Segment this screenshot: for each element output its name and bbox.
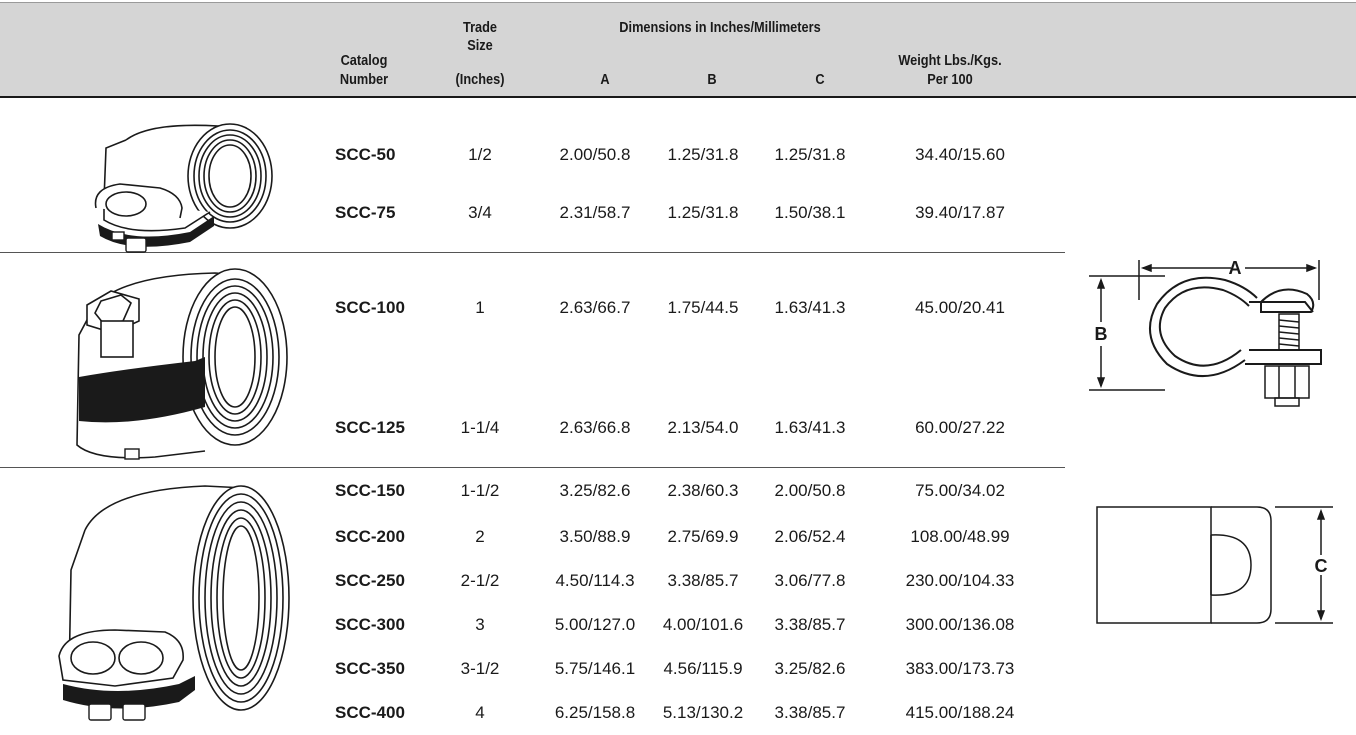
dim-b: 2.13/54.0 [667,418,739,437]
dimension-label-b: B [1094,324,1108,344]
dim-b: 4.00/101.6 [662,615,744,634]
group-separator [0,467,1065,468]
header-trade: Trade [462,20,498,36]
trade-size: 3 [475,615,485,634]
dim-b: 2.75/69.9 [667,527,739,546]
trade-size: 2-1/2 [460,571,500,590]
header-a: A [600,72,610,88]
dim-b: 5.13/130.2 [662,703,744,722]
dim-c: 3.38/85.7 [774,703,846,722]
header-inches: (Inches) [455,72,505,88]
dim-a: 2.63/66.7 [559,298,631,317]
dim-c: 1.63/41.3 [774,298,846,317]
header-catalog: Catalog [340,53,388,69]
dimension-diagram-c [1095,495,1335,635]
dim-a: 3.50/88.9 [559,527,631,546]
dim-a: 2.63/66.8 [559,418,631,437]
header-number: Number [339,72,389,88]
catalog-number: SCC-400 [335,703,405,722]
dim-c: 1.25/31.8 [774,145,846,164]
weight: 75.00/34.02 [915,481,1005,500]
weight: 39.40/17.87 [915,203,1005,222]
weight: 383.00/173.73 [905,659,1015,678]
header-b: B [707,72,717,88]
header-size: Size [467,38,493,54]
dim-b: 1.25/31.8 [667,203,739,222]
header-dimensions: Dimensions in Inches/Millimeters [619,20,821,36]
trade-size: 1-1/4 [460,418,500,437]
catalog-number: SCC-100 [335,298,405,317]
catalog-number: SCC-350 [335,659,405,678]
dim-c: 3.38/85.7 [774,615,846,634]
catalog-number: SCC-125 [335,418,405,437]
dim-b: 1.25/31.8 [667,145,739,164]
catalog-number: SCC-150 [335,481,405,500]
trade-size: 1 [475,298,485,317]
weight: 45.00/20.41 [915,298,1005,317]
catalog-number: SCC-250 [335,571,405,590]
dim-a: 5.75/146.1 [554,659,636,678]
medium-coupling-illustration [65,265,290,463]
dim-c: 3.25/82.6 [774,659,846,678]
dim-c: 1.63/41.3 [774,418,846,437]
catalog-number: SCC-50 [335,145,396,164]
dim-a: 5.00/127.0 [554,615,636,634]
weight: 108.00/48.99 [910,527,1010,546]
dimension-diagram-ab [1085,240,1335,410]
weight: 34.40/15.60 [915,145,1005,164]
small-coupling-illustration [90,108,280,270]
header-per100: Per 100 [927,72,973,88]
weight: 300.00/136.08 [905,615,1015,634]
dim-c: 2.00/50.8 [774,481,846,500]
dimension-label-c: C [1314,556,1328,576]
catalog-number: SCC-75 [335,203,396,222]
trade-size: 3/4 [468,203,492,222]
weight: 230.00/104.33 [905,571,1015,590]
dim-b: 1.75/44.5 [667,298,739,317]
dim-b: 2.38/60.3 [667,481,739,500]
dim-a: 2.31/58.7 [559,203,631,222]
weight: 60.00/27.22 [915,418,1005,437]
large-coupling-illustration [55,480,295,730]
dim-a: 6.25/158.8 [554,703,636,722]
dim-c: 2.06/52.4 [774,527,846,546]
dim-a: 4.50/114.3 [555,571,635,590]
dim-c: 1.50/38.1 [774,203,846,222]
trade-size: 4 [475,703,485,722]
header-weight: Weight Lbs./Kgs. [898,53,1002,69]
header-rule [0,96,1356,98]
dim-a: 3.25/82.6 [559,481,631,500]
dim-c: 3.06/77.8 [774,571,846,590]
trade-size: 1-1/2 [460,481,500,500]
trade-size: 3-1/2 [460,659,500,678]
dim-b: 4.56/115.9 [663,659,743,678]
dim-b: 3.38/85.7 [667,571,739,590]
weight: 415.00/188.24 [905,703,1015,722]
trade-size: 2 [475,527,485,546]
header-c: C [815,72,825,88]
dimension-label-a: A [1228,258,1242,278]
trade-size: 1/2 [468,145,492,164]
catalog-number: SCC-300 [335,615,405,634]
dim-a: 2.00/50.8 [559,145,631,164]
catalog-number: SCC-200 [335,527,405,546]
